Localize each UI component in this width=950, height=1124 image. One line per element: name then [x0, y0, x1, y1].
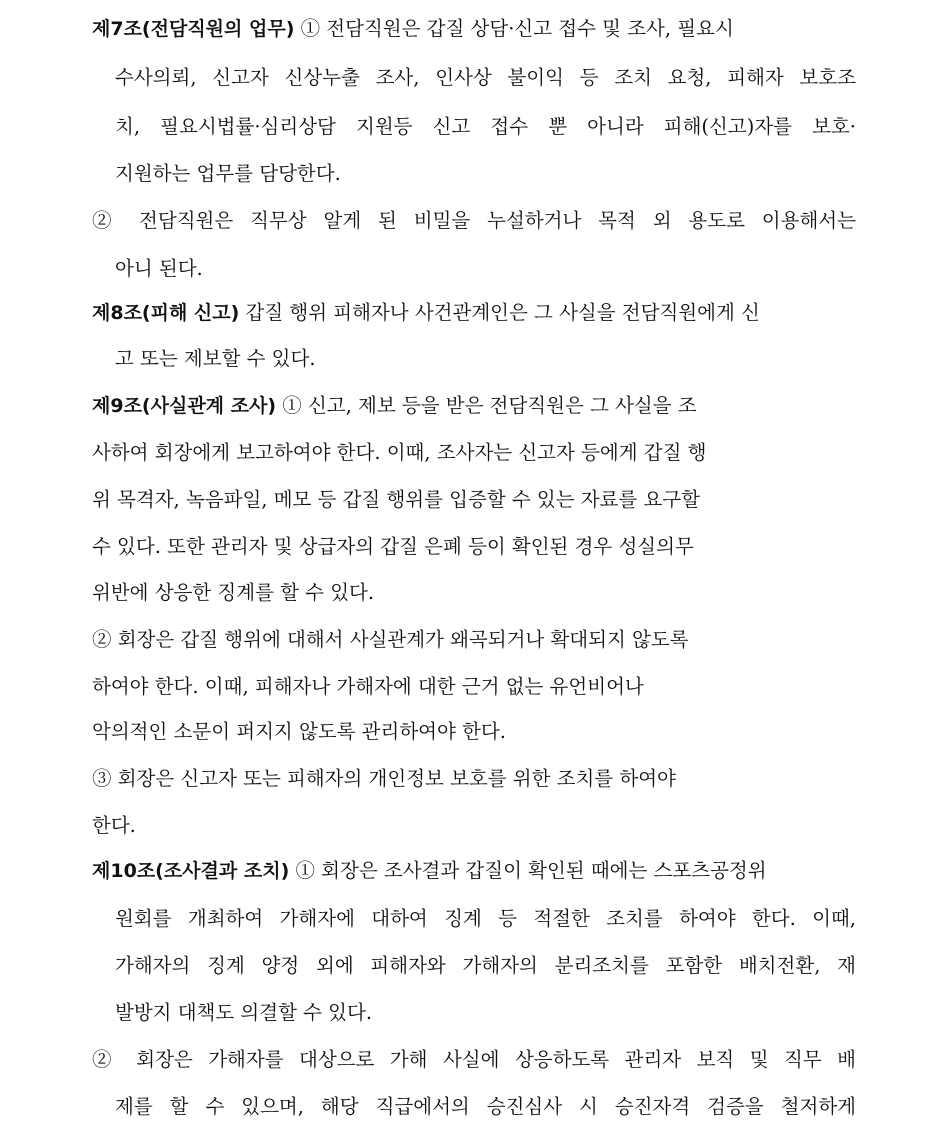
article-9-first-line [92, 393, 697, 419]
article-8-first-line [92, 300, 856, 326]
article-9-para-1-line: 위 목격자, 녹음파일, 메모 등 갑질 행위를 입증할 수 있는 자료를 요구할 [92, 488, 701, 511]
article-7-heading: 제7조(전담직원의 업무) [92, 18, 295, 40]
article-7-para-1-line: 치, 필요시법률·심리상담 지원등 신고 접수 뿐 아니라 피해(신고)자를 보호· [115, 115, 856, 138]
article-9-para-1-line: 위반에 상응한 징계를 할 수 있다. [92, 581, 375, 604]
article-8-heading: 제8조(피해 신고) [92, 302, 240, 324]
article-9-para-3-line: ③ 회장은 신고자 또는 피해자의 개인정보 보호를 위한 조치를 하여야 [92, 767, 676, 790]
article-10-heading: 제10조(조사결과 조치) [92, 860, 290, 882]
article-9-para-1-line: 사하여 회장에게 보고하여야 한다. 이때, 조사자는 신고자 등에게 갑질 행 [92, 441, 707, 464]
article-7-para-1-line: 지원하는 업무를 담당한다. [115, 162, 341, 185]
article-8-para-1-lead: 갑질 행위 피해자나 사건관계인은 그 사실을 전담직원에게 신 [245, 301, 760, 324]
article-9-para-2-line: 악의적인 소문이 퍼지지 않도록 관리하여야 한다. [92, 720, 506, 743]
article-9-heading: 제9조(사실관계 조사) [92, 395, 277, 417]
article-7-para-2-line: ② 전담직원은 직무상 알게 된 비밀을 누설하거나 목적 외 용도로 이용해서는 [92, 209, 856, 232]
article-7-para-1-lead: ① 전담직원은 갑질 상담·신고 접수 및 조사, 필요시 [300, 17, 734, 40]
article-10-para-1-line: 발방지 대책도 의결할 수 있다. [115, 1001, 373, 1024]
article-10-first-line [92, 858, 856, 884]
article-8-para-1-line: 고 또는 제보할 수 있다. [115, 347, 316, 370]
article-9-para-1-line: 수 있다. 또한 관리자 및 상급자의 갑질 은폐 등이 확인된 경우 성실의무 [92, 535, 694, 558]
article-9-para-2-line: 하여야 한다. 이때, 피해자나 가해자에 대한 근거 없는 유언비어나 [92, 675, 644, 698]
article-7-para-1-line: 수사의뢰, 신고자 신상누출 조사, 인사상 불이익 등 조치 요청, 피해자 보호조 [115, 66, 856, 89]
article-10-para-1-line: 원회를 개최하여 가해자에 대하여 징계 등 적절한 조치를 하여야 한다. 이때, [115, 907, 856, 930]
article-10-para-1-line: 가해자의 징계 양정 외에 피해자와 가해자의 분리조치를 포함한 배치전환, 재 [115, 954, 856, 977]
article-9-para-1-lead: ① 신고, 제보 등을 받은 전담직원은 그 사실을 조 [282, 394, 697, 417]
article-7-para-2-line: 아니 된다. [115, 257, 203, 280]
article-9-para-2-line: ② 회장은 갑질 행위에 대해서 사실관계가 왜곡되거나 확대되지 않도록 [92, 628, 689, 651]
article-10-para-1-lead: ① 회장은 조사결과 갑질이 확인된 때에는 스포츠공정위 [295, 859, 767, 882]
article-9-para-3-line: 한다. [92, 814, 136, 837]
article-7-first-line [92, 16, 856, 42]
article-10-para-2-line: 제를 할 수 있으며, 해당 직급에서의 승진심사 시 승진자격 검증을 철저하게 [115, 1095, 856, 1118]
article-10-para-2-line: ② 회장은 가해자를 대상으로 가해 사실에 상응하도록 관리자 보직 및 직무 배 [92, 1048, 856, 1071]
